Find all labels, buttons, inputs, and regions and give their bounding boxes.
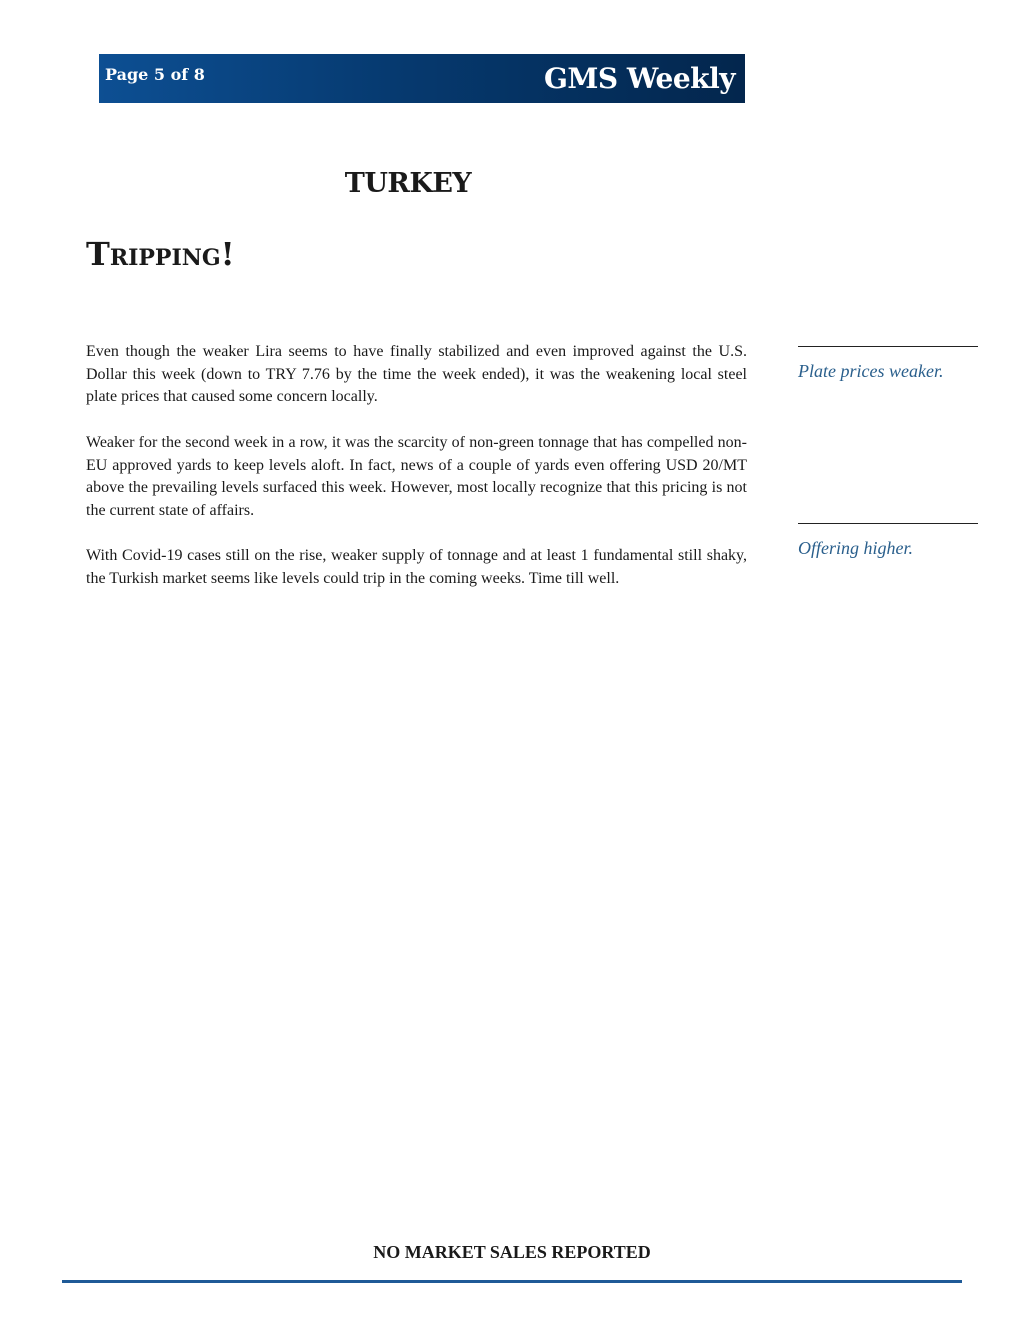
sidebar-divider [798, 523, 978, 524]
footer-note: NO MARKET SALES REPORTED [373, 1242, 651, 1262]
sidebar-divider [798, 346, 978, 347]
footer-divider [62, 1280, 962, 1283]
article-body [86, 341, 747, 613]
paragraph: Even though the weaker Lira seems to have finally stabilized and even improved against the U.S. Dollar this week (down to TRY 7.76 by the time the week ended), it was the weakening local steel plate prices that caused some concern locally. [86, 343, 747, 406]
country-title: TURKEY [344, 168, 472, 199]
paragraph: Weaker for the second week in a row, it was the scarcity of non-green tonnage that has compelled non-EU approved yards to keep levels aloft. In fact, news of a couple of yards even offering USD 20/MT above the prevailing levels surfaced this week. However, most locally recognize that this pricing is not the current state of affairs. [86, 433, 747, 519]
section-heading: Tripping! [86, 235, 235, 273]
publication-title: GMS Weekly [544, 62, 735, 95]
paragraph: With Covid-19 cases still on the rise, weaker supply of tonnage and at least 1 fundamental still shaky, the Turkish market seems like levels could trip in the coming weeks. Time till well. [86, 547, 747, 587]
sidebar-note: Offering higher. [798, 538, 913, 558]
sidebar-note: Plate prices weaker. [798, 361, 944, 381]
page-number: Page 5 of 8 [105, 65, 205, 84]
header-banner [99, 54, 745, 103]
